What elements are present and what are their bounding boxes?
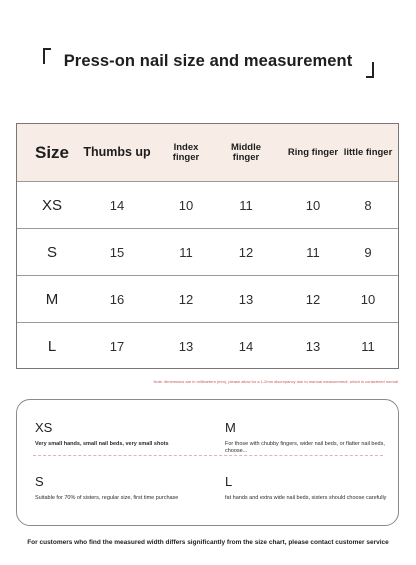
size-cell: XS (41, 196, 62, 214)
value-cell: 13 (305, 338, 321, 354)
header-little-finger: little finger (343, 146, 393, 158)
value-cell: 12 (305, 291, 321, 307)
right-bracket-decoration (366, 62, 374, 78)
value-cell: 11 (239, 197, 253, 213)
measurement-note: Note: dimensions are in millimeters (mm), please allow for a 1-2mm discrepancy due to manual measurement, which is considered normal (153, 379, 398, 384)
value-cell: 14 (238, 338, 254, 354)
value-cell: 10 (360, 291, 376, 307)
header-index-finger: Index finger (172, 141, 200, 163)
value-cell: 10 (305, 197, 321, 213)
guide-l-desc: fat hands and extra wide nail beds, sisters should choose carefully (225, 495, 387, 501)
value-cell: 11 (179, 244, 193, 260)
size-guide-panel (16, 399, 399, 526)
size-cell: S (46, 243, 57, 261)
header-size: Size (34, 142, 70, 162)
guide-s-size: S (35, 474, 44, 489)
size-cell: L (47, 337, 57, 355)
guide-m-size: M (225, 420, 236, 435)
value-cell: 10 (178, 197, 194, 213)
table-row (17, 229, 398, 276)
guide-s (35, 474, 210, 502)
page-title: Press-on nail size and measurement (63, 52, 353, 70)
guide-m-desc: For those with chubby fingers, wider nail beds, or flatter nail beds, choose... (225, 441, 385, 455)
value-cell: 15 (109, 244, 125, 260)
header-ring-finger: Ring finger (287, 146, 339, 158)
value-cell: 12 (238, 244, 254, 260)
value-cell: 14 (109, 197, 125, 213)
guide-l (225, 474, 395, 502)
value-cell: 13 (178, 338, 194, 354)
table-row (17, 323, 398, 370)
value-cell: 9 (364, 244, 372, 260)
value-cell: 17 (109, 338, 125, 354)
guide-s-desc: Suitable for 70% of sisters, regular size, first time purchase (35, 495, 179, 501)
header-thumbs-up: Thumbs up (83, 145, 151, 160)
header-middle-finger: Middle finger (230, 141, 262, 163)
value-cell: 11 (361, 338, 375, 354)
title-block (0, 44, 416, 84)
value-cell: 11 (306, 244, 320, 260)
size-cell: M (45, 290, 59, 308)
guide-m (225, 420, 390, 456)
footer-note: For customers who find the measured width differs significantly from the size chart, please contact customer service (27, 539, 389, 546)
table-row (17, 276, 398, 323)
guide-xs-size: XS (35, 420, 53, 435)
panel-divider (33, 455, 383, 456)
value-cell: 12 (178, 291, 194, 307)
value-cell: 13 (238, 291, 254, 307)
guide-xs-desc: Very small hands, small nail beds, very small shots (35, 441, 169, 447)
value-cell: 16 (109, 291, 125, 307)
table-row (17, 182, 398, 229)
size-table (16, 123, 399, 369)
value-cell: 8 (364, 197, 372, 213)
guide-l-size: L (225, 474, 233, 489)
guide-xs (35, 420, 205, 448)
table-header-row (17, 124, 398, 182)
